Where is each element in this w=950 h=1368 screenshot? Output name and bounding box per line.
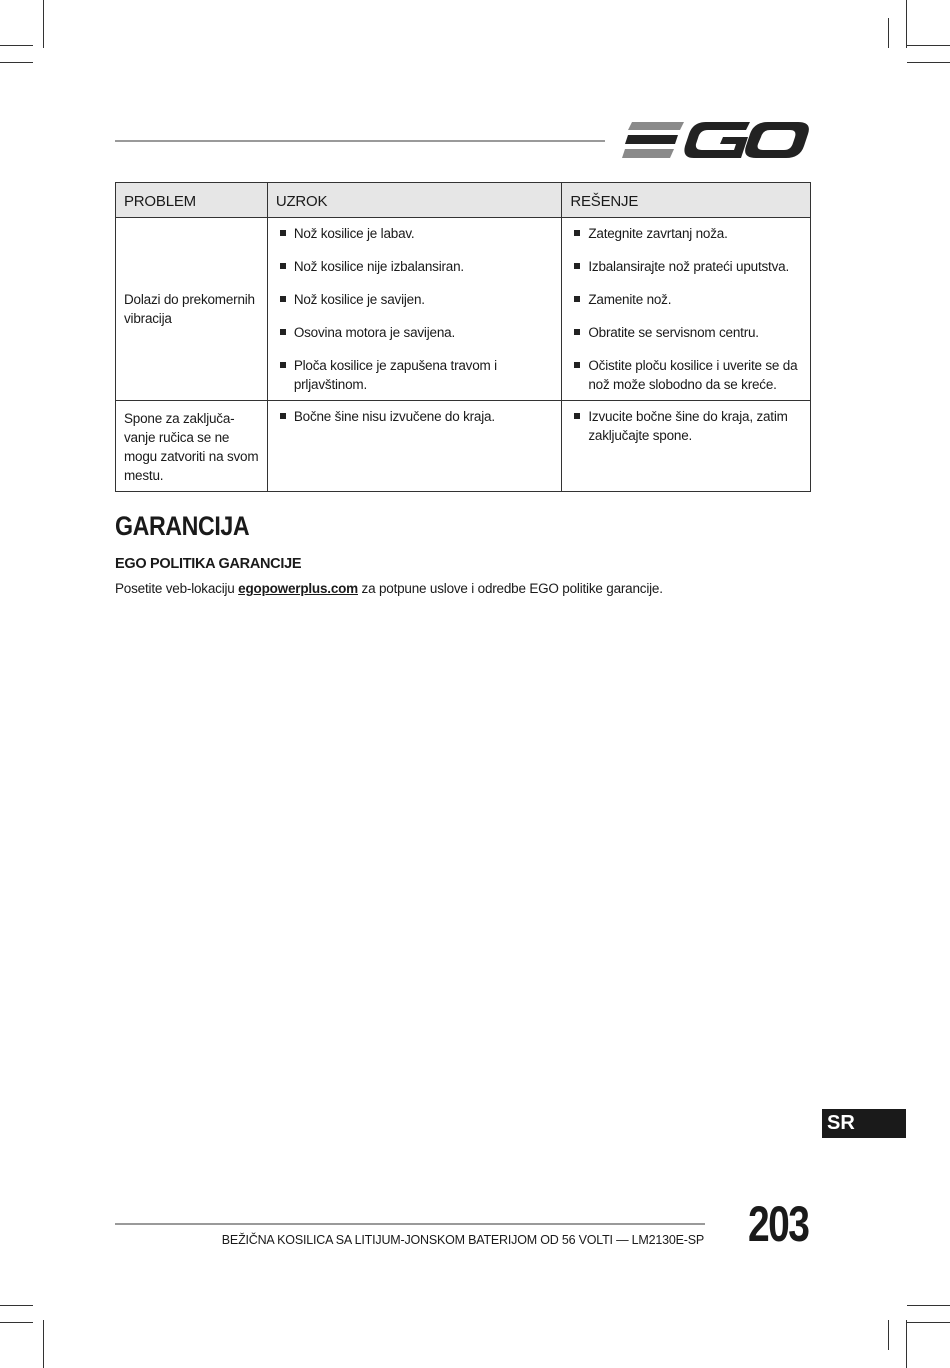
crop-mark bbox=[907, 1305, 950, 1306]
cause-cell bbox=[267, 401, 562, 492]
solution-item: Izvucite bočne šine do kraja, zatim zaključajte spone. bbox=[572, 407, 800, 445]
crop-mark bbox=[907, 62, 950, 63]
cause-item: Nož kosilice je savijen. bbox=[278, 290, 552, 309]
header-problem: PROBLEM bbox=[116, 183, 268, 218]
cause-item: Bočne šine nisu izvučene do kraja. bbox=[278, 407, 552, 426]
section-title: GARANCIJA bbox=[115, 511, 250, 541]
header-solution: REŠENJE bbox=[562, 183, 811, 218]
header-cause: UZROK bbox=[267, 183, 562, 218]
header-rule bbox=[115, 140, 605, 142]
crop-mark bbox=[43, 1320, 44, 1368]
solution-item: Zategnite zavrtanj noža. bbox=[572, 224, 800, 243]
solution-cell bbox=[562, 401, 811, 492]
section-subtitle: EGO POLITIKA GARANCIJE bbox=[115, 556, 302, 572]
table-row bbox=[116, 218, 811, 401]
crop-mark bbox=[888, 18, 889, 48]
page-number: 203 bbox=[748, 1196, 809, 1252]
warranty-link[interactable]: egopowerplus.com bbox=[238, 581, 358, 596]
cause-item: Ploča kosilice je zapušena travom i prljavštinom. bbox=[278, 356, 552, 394]
table-row bbox=[116, 401, 811, 492]
crop-mark bbox=[0, 1322, 33, 1323]
table-header-row bbox=[116, 183, 811, 218]
crop-mark bbox=[888, 1320, 889, 1350]
problem-cell: Spone za zaključa-vanje ručica se ne mogu zatvoriti na svom mestu. bbox=[116, 401, 268, 492]
solution-cell bbox=[562, 218, 811, 401]
language-tab: SR bbox=[822, 1109, 906, 1138]
crop-mark bbox=[906, 1320, 907, 1368]
solution-item: Očistite ploču kosilice i uverite se da nož može slobodno da se kreće. bbox=[572, 356, 800, 394]
footer-text: BEŽIČNA KOSILICA SA LITIJUM-JONSKOM BATERIJOM OD 56 VOLTI — LM2130E-SP bbox=[221, 1233, 704, 1247]
crop-mark bbox=[907, 45, 950, 46]
crop-mark bbox=[0, 1305, 33, 1306]
cause-item: Osovina motora je savijena. bbox=[278, 323, 552, 342]
paragraph-text: Posetite veb-lokaciju bbox=[115, 581, 239, 596]
crop-mark bbox=[0, 45, 33, 46]
solution-item: Zamenite nož. bbox=[572, 290, 800, 309]
crop-mark bbox=[906, 0, 907, 48]
ego-logo bbox=[622, 118, 810, 162]
problem-cell: Dolazi do prekomernih vibracija bbox=[116, 218, 268, 401]
solution-item: Izbalansirajte nož prateći uputstva. bbox=[572, 257, 800, 276]
warranty-paragraph bbox=[115, 581, 663, 596]
paragraph-text: za potpune uslove i odredbe EGO politike garancije. bbox=[358, 581, 663, 596]
crop-mark bbox=[0, 62, 33, 63]
solution-item: Obratite se servisnom centru. bbox=[572, 323, 800, 342]
troubleshooting-table bbox=[115, 182, 811, 492]
cause-item: Nož kosilice je labav. bbox=[278, 224, 552, 243]
cause-cell bbox=[267, 218, 562, 401]
footer-rule bbox=[115, 1223, 705, 1225]
cause-item: Nož kosilice nije izbalansiran. bbox=[278, 257, 552, 276]
crop-mark bbox=[43, 0, 44, 48]
crop-mark bbox=[907, 1322, 950, 1323]
